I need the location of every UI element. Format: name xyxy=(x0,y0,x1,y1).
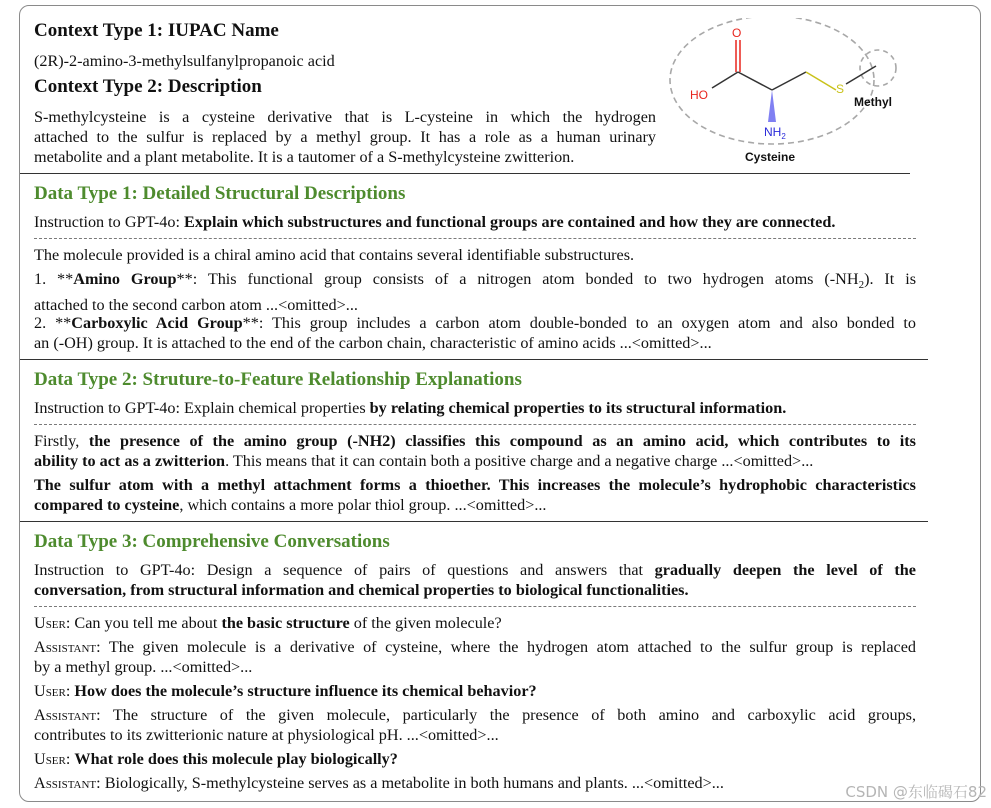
sulfur-label: S xyxy=(836,82,845,96)
description-line-1: S-methylcysteine is a cysteine derivative that is L-cysteine in which the hydrogen xyxy=(34,108,656,126)
dt3-instruction: Instruction to GPT-4o: Design a sequence of pairs of questions and answers that gradually deepen the level of the conversation, from structural information and chemical properties to biological functionalities. xyxy=(34,561,916,599)
cysteine-label: Cysteine xyxy=(745,150,796,164)
description xyxy=(34,107,656,167)
context-type2-heading: Context Type 2: Description xyxy=(34,76,262,97)
hydroxyl-bond xyxy=(712,72,738,88)
dt3-user-q3: User: What role does this molecule play biologically? xyxy=(34,750,398,768)
methyl-label: Methyl xyxy=(854,95,893,109)
oxygen-label: O xyxy=(732,26,742,40)
hydroxyl-label: HO xyxy=(690,88,708,102)
dt3-user-q2: User: How does the molecule’s structure influence its chemical behavior? xyxy=(34,682,537,700)
dt1-instruction: Instruction to GPT-4o: Explain which substructures and functional groups are contained and how they are connected. xyxy=(34,213,836,231)
dt2-heading: Data Type 2: Struture-to-Feature Relationship Explanations xyxy=(34,369,522,390)
dt1-heading: Data Type 1: Detailed Structural Descriptions xyxy=(34,183,406,204)
dt2-paragraph-1: Firstly, the presence of the amino group (-NH2) classifies this compound as an amino acid, which contributes to its ability to act as a zwitterion. This means that it can contain both a positive charge and a negative charge ...<omitted>... xyxy=(34,432,916,470)
dt3-dashed-divider xyxy=(34,606,916,607)
dt1-dashed-divider xyxy=(34,238,916,239)
dt3-user-q1: User: Can you tell me about the basic structure of the given molecule? xyxy=(34,614,502,632)
divider-dt2 xyxy=(20,521,928,522)
divider-dt1 xyxy=(20,359,928,360)
dt3-assistant-a3: Assistant: Biologically, S-methylcysteine serves as a metabolite in both humans and plants. ...<omitted>... xyxy=(34,774,724,792)
dt3-heading: Data Type 3: Comprehensive Conversations xyxy=(34,531,390,552)
amine-label: $NH_2$ xyxy=(764,125,786,141)
dt2-dashed-divider xyxy=(34,424,916,425)
dt3-assistant-a2: Assistant: The structure of the given molecule, particularly the presence of both amino and carboxylic acid groups, contributes to its zwitterionic nature at physiological pH. ...<omitted>... xyxy=(34,706,916,744)
sulfur-bond xyxy=(806,72,836,90)
watermark: CSDN @东临碣石82 xyxy=(845,783,987,801)
alpha-bond xyxy=(738,72,772,90)
methyl-bond xyxy=(846,66,876,84)
dt1-item-2: 2. **Carboxylic Acid Group**: This group includes a carbon atom double-bonded to an oxygen atom and also bonded to an (-OH) group. It is attached to the end of the carbon chain, characteristic of amino acids ...<omitted>... xyxy=(34,314,916,352)
iupac-name: (2R)-2-amino-3-methylsulfanylpropanoic acid xyxy=(34,52,335,70)
description-line-2: attached to the sulfur is replaced by a methyl group. It has a role as a human urinary xyxy=(34,128,656,146)
dt2-paragraph-2: The sulfur atom with a methyl attachment forms a thioether. This increases the molecule’s hydrophobic characteristics compared to cysteine, which contains a more polar thiol group. ...<omitted>... xyxy=(34,476,916,514)
molecule-diagram xyxy=(664,18,904,168)
dt1-item-1: 1. **Amino Group**: This functional group consists of a nitrogen atom bonded to two hydrogen atoms $(-NH_2)$. It is attached to the second carbon atom ...<omitted>... xyxy=(34,270,917,315)
context-type1-heading: Context Type 1: IUPAC Name xyxy=(34,20,279,41)
dt3-assistant-a1: Assistant: The given molecule is a derivative of cysteine, where the hydrogen atom attached to the sulfur group is replaced by a methyl group. ...<omitted>... xyxy=(34,638,916,676)
dt1-intro: The molecule provided is a chiral amino acid that contains several identifiable substructures. xyxy=(34,246,635,264)
divider-context xyxy=(20,173,910,174)
amine-wedge xyxy=(768,90,776,122)
beta-bond xyxy=(772,72,806,90)
dt2-instruction: Instruction to GPT-4o: Explain chemical properties by relating chemical properties to its structural information. xyxy=(34,399,787,417)
description-line-3: metabolite and a plant metabolite. It is a tautomer of a S-methylcysteine zwitterion. xyxy=(34,148,575,166)
